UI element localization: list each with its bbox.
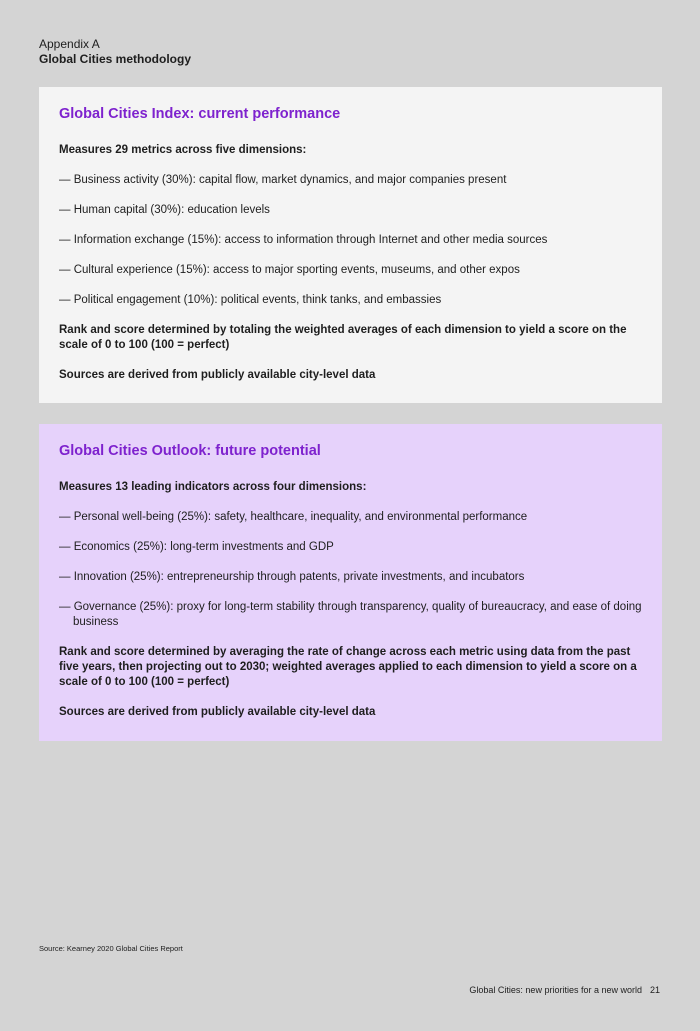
page-header bbox=[39, 37, 191, 67]
list-item: — Political engagement (10%): political events, think tanks, and embassies bbox=[59, 294, 442, 306]
source-note: Source: Kearney 2020 Global Cities Report bbox=[39, 944, 183, 953]
list-item: — Economics (25%): long-term investments and GDP bbox=[59, 541, 334, 553]
list-item: — Governance (25%): proxy for long-term stability through transparency, quality of bureaucracy, and ease of doing business bbox=[59, 601, 642, 628]
appendix-label: Appendix A bbox=[39, 37, 100, 51]
index-title: Global Cities Index: current performance bbox=[59, 106, 341, 122]
outlook-sources-note: Sources are derived from publicly available city-level data bbox=[59, 706, 376, 718]
list-item: — Human capital (30%): education levels bbox=[59, 204, 270, 216]
index-panel bbox=[39, 87, 662, 403]
index-rank-note: Rank and score determined by totaling the weighted averages of each dimension to yield a score on the scale of 0 to 100 (100 = perfect) bbox=[59, 324, 627, 351]
outlook-rank-note: Rank and score determined by averaging the rate of change across each metric using data from the past five years, then projecting out to 2030; weighted averages applied to each dimension to yield a score on a scale of 0 to 100 (100 = perfect) bbox=[59, 646, 637, 688]
page-title: Global Cities methodology bbox=[39, 52, 192, 66]
list-item: — Cultural experience (15%): access to major sporting events, museums, and other expos bbox=[59, 264, 520, 276]
outlook-panel bbox=[39, 424, 662, 741]
list-item: — Information exchange (15%): access to information through Internet and other media sources bbox=[59, 234, 548, 246]
index-sources-note: Sources are derived from publicly available city-level data bbox=[59, 369, 376, 381]
index-lead: Measures 29 metrics across five dimensions: bbox=[59, 144, 307, 156]
page-number: 21 bbox=[649, 985, 660, 995]
outlook-lead: Measures 13 leading indicators across four dimensions: bbox=[59, 481, 367, 493]
list-item: — Business activity (30%): capital flow, market dynamics, and major companies present bbox=[59, 174, 507, 186]
list-item: — Innovation (25%): entrepreneurship through patents, private investments, and incubators bbox=[59, 571, 525, 583]
page-footer bbox=[469, 985, 660, 995]
footer-title: Global Cities: new priorities for a new world bbox=[469, 985, 642, 995]
list-item: — Personal well-being (25%): safety, healthcare, inequality, and environmental performance bbox=[59, 511, 528, 523]
outlook-title: Global Cities Outlook: future potential bbox=[59, 443, 321, 459]
